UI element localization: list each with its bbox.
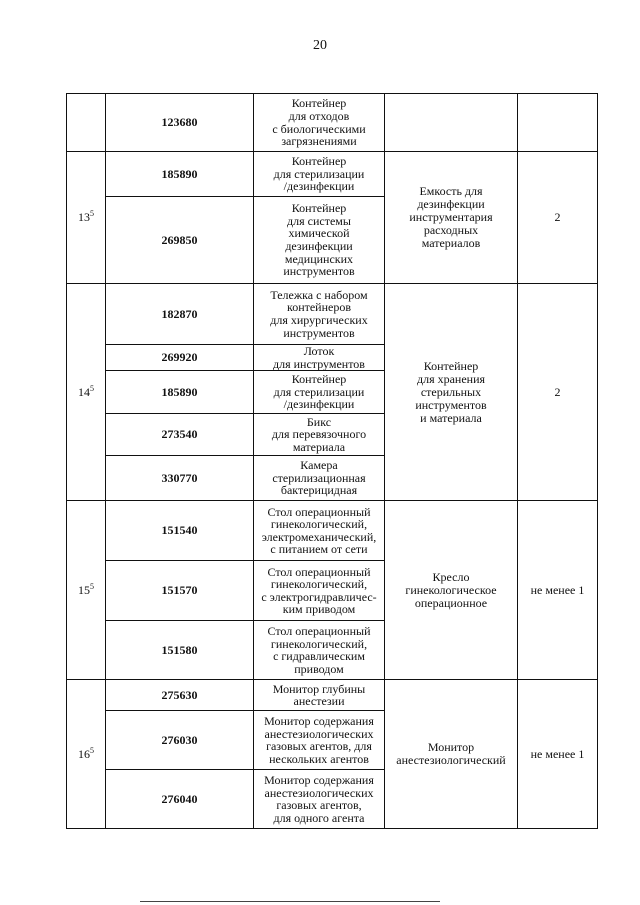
- equipment-table: [66, 93, 598, 829]
- item-number-text: 15: [78, 582, 90, 597]
- equipment-name: Камера стерилизационная бактерицидная: [254, 456, 385, 501]
- equipment-code: 276040: [106, 770, 254, 829]
- item-number-text: 14: [78, 384, 90, 399]
- table-row: [67, 94, 598, 152]
- item-number-text: 13: [78, 210, 90, 224]
- equipment-quantity: [518, 94, 598, 152]
- item-number: [67, 501, 106, 680]
- equipment-code: 275630: [106, 680, 254, 711]
- equipment-name: Стол операционный гинекологический, с гидравлическим приводом: [254, 621, 385, 680]
- equipment-code: 123680: [106, 94, 254, 152]
- equipment-description: Емкость для дезинфекции инструментария расходных материалов: [385, 152, 518, 284]
- equipment-name: Контейнер для отходов с биологическими загрязнениями: [254, 94, 385, 152]
- equipment-code: 269920: [106, 345, 254, 371]
- equipment-quantity: 2: [518, 284, 598, 501]
- item-number: [67, 680, 106, 829]
- equipment-name: Стол операционный гинекологический, с электрогидравличес- ким приводом: [254, 561, 385, 621]
- equipment-code: 276030: [106, 711, 254, 770]
- item-number: [67, 94, 106, 152]
- equipment-code: 151580: [106, 621, 254, 680]
- page-number: 20: [313, 38, 327, 53]
- equipment-description: Кресло гинекологическое операционное: [385, 501, 518, 680]
- item-number-text: 16: [78, 746, 90, 761]
- equipment-code: 182870: [106, 284, 254, 345]
- table-row: [67, 152, 598, 197]
- equipment-name: Бикс для перевязочного материала: [254, 414, 385, 456]
- equipment-description: [385, 94, 518, 152]
- equipment-name: Лоток для инструментов: [254, 345, 385, 371]
- item-number-superscript: 5: [90, 745, 94, 755]
- item-number: [67, 284, 106, 501]
- equipment-name: Стол операционный гинекологический, электромеханический, с питанием от сети: [254, 501, 385, 561]
- equipment-name: Монитор содержания анестезиологических газовых агентов, для одного агента: [254, 770, 385, 829]
- equipment-name: Контейнер для стерилизации /дезинфекции: [254, 152, 385, 197]
- table-row: [67, 680, 598, 711]
- equipment-code: 185890: [106, 152, 254, 197]
- item-number-superscript: 5: [90, 383, 94, 393]
- equipment-description: Контейнер для хранения стерильных инструментов и материала: [385, 284, 518, 501]
- equipment-name: Тележка с набором контейнеров для хирургических инструментов: [254, 284, 385, 345]
- equipment-quantity: не менее 1: [518, 680, 598, 829]
- equipment-name: Контейнер для стерилизации /дезинфекции: [254, 371, 385, 414]
- bottom-scan-line: [140, 901, 440, 902]
- equipment-code: 330770: [106, 456, 254, 501]
- equipment-code: 151570: [106, 561, 254, 621]
- table-row: [67, 284, 598, 345]
- item-number-superscript: 5: [90, 581, 94, 591]
- item-number: [67, 152, 106, 284]
- equipment-description: Монитор анестезиологический: [385, 680, 518, 829]
- equipment-code: 269850: [106, 197, 254, 284]
- equipment-quantity: 2: [518, 152, 598, 284]
- equipment-name: Монитор содержания анестезиологических газовых агентов, для нескольких агентов: [254, 711, 385, 770]
- equipment-code: 273540: [106, 414, 254, 456]
- equipment-code: 151540: [106, 501, 254, 561]
- equipment-code: 185890: [106, 371, 254, 414]
- item-number-superscript: 5: [90, 209, 94, 218]
- equipment-name: Монитор глубины анестезии: [254, 680, 385, 711]
- equipment-name: Контейнер для системы химической дезинфекции медицинских инструментов: [254, 197, 385, 284]
- equipment-quantity: не менее 1: [518, 501, 598, 680]
- table-row: [67, 501, 598, 561]
